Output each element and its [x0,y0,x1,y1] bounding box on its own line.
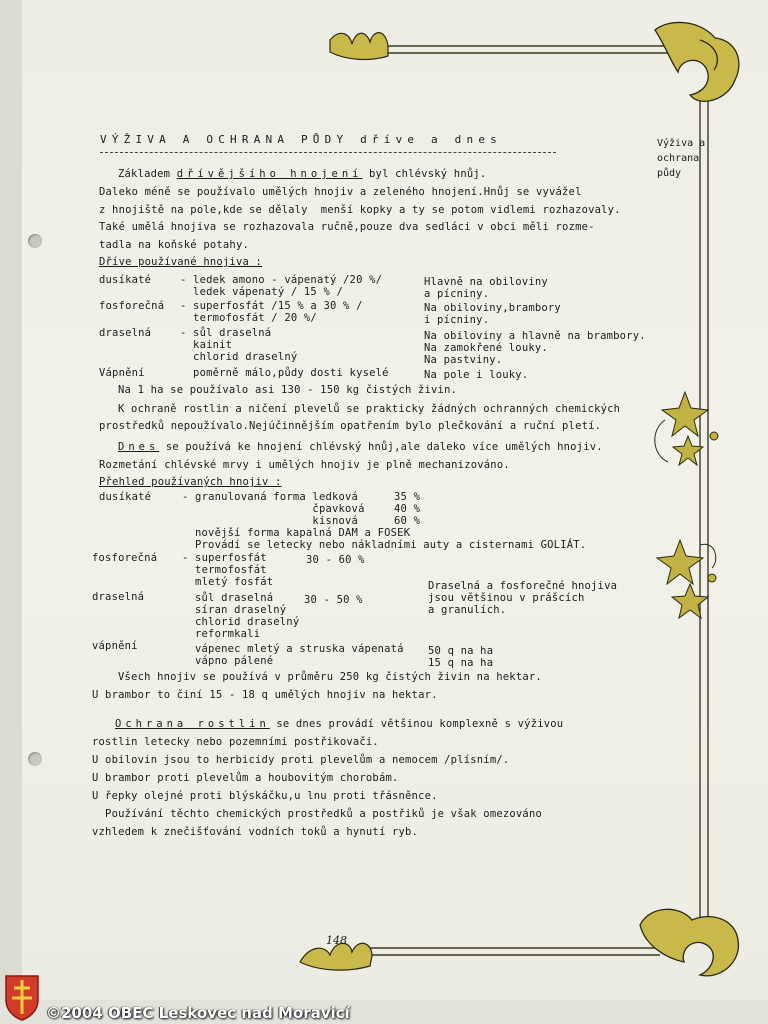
section-heading: Přehled používaných hnojiv : [99,476,282,488]
fertilizer-item: chlorid draselný [180,351,298,363]
fertilizer-note: 50 q na ha [428,645,494,657]
body-line: U brambor proti plevelům a houbovitým chorobám. [92,772,399,784]
body-line: rostlin letecky nebo pozemními postřikovači. [92,736,379,748]
section-heading: Dříve používané hnojiva : [99,256,263,268]
fertilizer-note: i pícniny. [424,314,490,326]
fertilizer-item: termofosfát [182,564,267,576]
intro-line: z hnojiště na pole,kde se dělaly menší kopky a ty se potom vidlemi rozhazovaly. [99,204,621,216]
fertilizer-item: kainit [180,339,233,351]
fertilizer-note: Na pole i louky. [424,369,529,381]
fertilizer-percent: 30 - 50 % [304,594,363,606]
copyright-credit: ©2004 OBEC Leskovec nad Moravicí [46,1004,350,1022]
fertilizer-category: draselná [92,591,145,603]
body-line: Dnes se používá ke hnojení chlévský hnůj,ale daleko více umělých hnojiv. [118,441,603,453]
emphasis-text: Ochrana rostlin [115,718,270,730]
fertilizer-percent: 30 - 60 % [306,554,365,566]
body-line: Na 1 ha se používalo asi 130 - 150 kg čistých živin. [118,384,458,396]
fertilizer-category: vápnění [92,640,138,652]
fertilizer-item: - ledek amono - vápenatý /20 %/ [180,274,383,286]
fertilizer-note: Na zamokřené louky. [424,342,548,354]
coat-of-arms-icon [4,974,40,1022]
leaf-ornament-top-left [330,33,388,60]
fertilizer-category: dusíkaté [99,491,152,503]
fertilizer-category: fosforečná [92,552,158,564]
fertilizer-category: Vápnění [99,367,145,379]
fertilizer-item: čpavková [182,503,365,515]
fertilizer-item: - superfosfát /15 % a 30 % / [180,300,363,312]
emphasis-text: Dnes [118,441,160,453]
fertilizer-category: dusíkaté [99,274,152,286]
intro-line: Také umělá hnojiva se rozhazovala ručně,pouze dva sedláci v obci měli rozme- [99,221,595,233]
body-line: Všech hnojiv se používá v průměru 250 kg čistých živin na hektar. [118,671,542,683]
body-line: prostředků nepoužívalo.Nejúčinnějším opatřením bylo plečkování a ruční pletí. [99,420,602,432]
page-number: 148 [326,934,347,947]
fertilizer-item: vápno pálené [195,655,274,667]
fertilizer-percent: 60 % [394,515,421,527]
body-line: U řepky olejné proti blýskáčku,u lnu proti třásněnce. [92,790,438,802]
fertilizer-note: a granulích. [428,604,507,616]
leaf-ornament-bottom-left [300,943,372,970]
intro-line: Základem dřívějšího hnojení byl chlévský hnůj. [118,168,487,180]
scroll-ornament-bottom-right [640,909,738,976]
fertilizer-note: Na pastviny. [424,354,503,366]
body-line: vzhledem k znečišťování vodních toků a hynutí ryb. [92,826,419,838]
fertilizer-item: mletý fosfát [182,576,274,588]
scroll-ornament-top-right [655,22,739,101]
fertilizer-note: Hlavně na obiloviny [424,276,548,288]
fertilizer-item: - superfosfát [182,552,267,564]
intro-line: tadla na koňské potahy. [99,239,249,251]
fertilizer-item: poměrně málo,půdy dosti kyselé [180,367,389,379]
fertilizer-item: Provádí se letecky nebo nákladními auty a cisternami GOLIÁT. [195,539,587,551]
fertilizer-note: jsou většinou v prášcích [428,592,585,604]
fertilizer-note: 15 q na ha [428,657,494,669]
fertilizer-percent: 35 % [394,491,421,503]
fertilizer-item: vápenec mletý a struska vápenatá [195,643,404,655]
fertilizer-item: - granulovaná forma ledková [182,491,359,503]
fertilizer-item: kisnová [182,515,359,527]
fertilizer-item: síran draselný [195,604,287,616]
fertilizer-note: Na obiloviny a hlavně na brambory. [424,330,646,342]
fertilizer-note: a pícniny. [424,288,490,300]
fertilizer-item: ledek vápenatý / 15 % / [180,286,344,298]
fertilizer-note: Na obiloviny,brambory [424,302,561,314]
body-line: Ochrana rostlin se dnes provádí většinou komplexně s výživou [115,718,564,730]
body-line: U brambor to činí 15 - 18 q umělých hnojiv na hektar. [92,689,438,701]
emphasis-text: dřívějšího hnojení [176,168,363,180]
fertilizer-item: sůl draselná [195,592,274,604]
fertilizer-category: draselná [99,327,152,339]
star-ornament-right [657,540,716,618]
body-line: Rozmetání chlévské mrvy i umělých hnojiv je plně mechanizováno. [99,459,510,471]
page-title: VÝŽIVA A OCHRANA PŮDY dříve a dnes [100,133,502,146]
body-line: K ochraně rostlin a ničení plevelů se prakticky žádných ochranných chemických [118,403,621,415]
title-underline [100,152,556,153]
intro-line: Daleko méně se používalo umělých hnojiv a zeleného hnojení.Hnůj se vyvážel [99,186,582,198]
side-note: Výživa a ochrana půdy [657,138,706,179]
fertilizer-item: chlorid draselný [195,616,300,628]
fertilizer-item: reformkali [195,628,261,640]
fertilizer-category: fosforečná [99,300,165,312]
body-line: U obilovin jsou to herbicidy proti plevelům a nemocem /plísním/. [92,754,510,766]
body-line: Používání těchto chemických prostředků a postřiků je však omezováno [92,808,542,820]
fertilizer-item: novější forma kapalná DAM a FOSEK [195,527,411,539]
fertilizer-note: Draselná a fosforečné hnojiva [428,580,618,592]
fertilizer-percent: 40 % [394,503,421,515]
fertilizer-item: - sůl draselná [180,327,272,339]
fertilizer-item: termofosfát / 20 %/ [180,312,317,324]
